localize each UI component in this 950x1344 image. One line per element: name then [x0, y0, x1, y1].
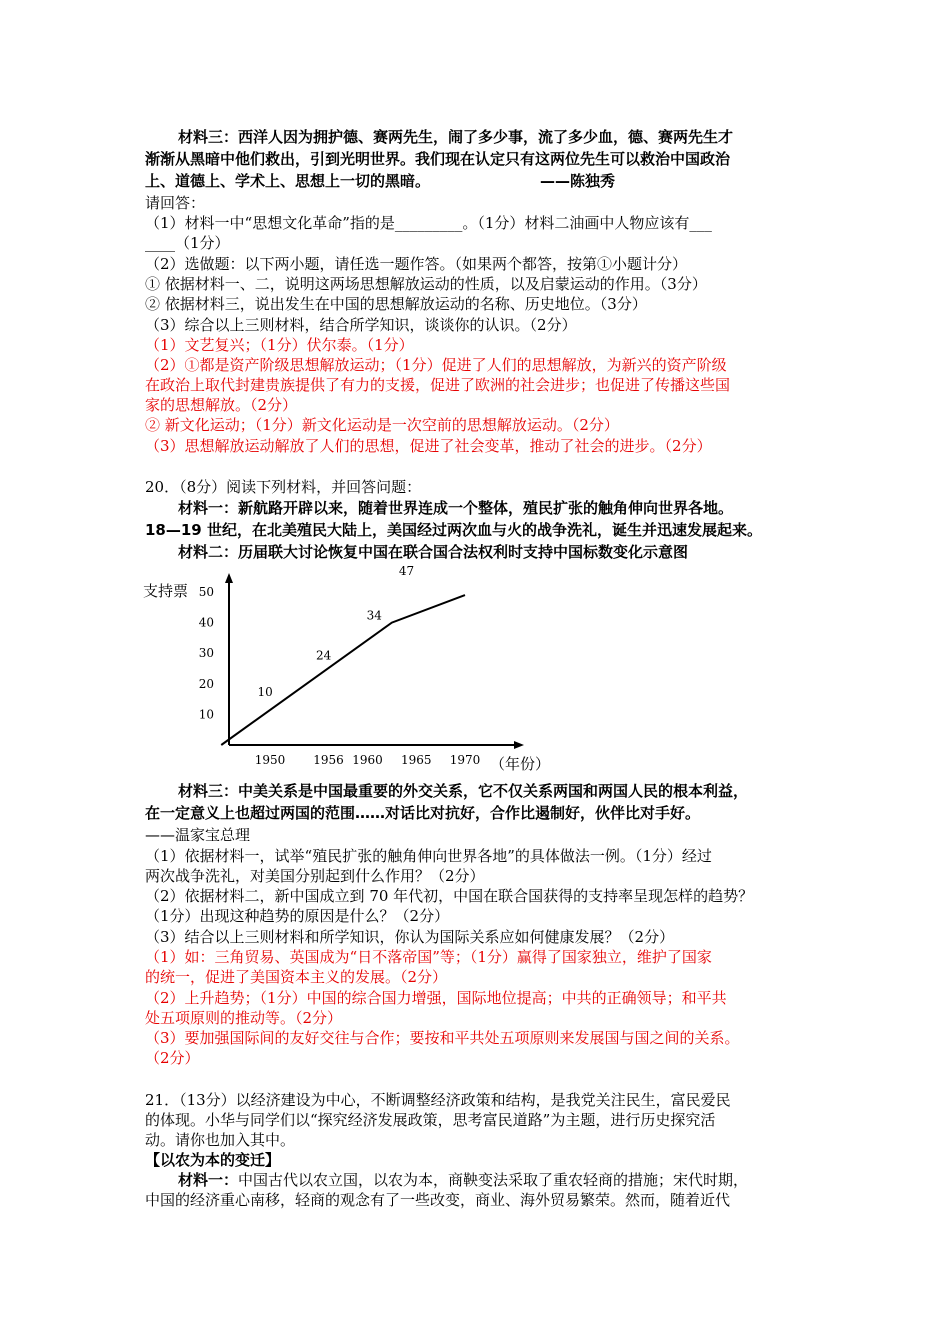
chart-y-axis-label: 支持票: [143, 582, 189, 600]
q20-q2-line2: （1分）出现这种趋势的原因是什么？（2分）: [145, 907, 450, 925]
q20-q2-line1: （2）依据材料二，新中国成立到 70 年代初，中国在联合国获得的支持率呈现怎样的趋势？: [145, 887, 754, 905]
chart-data-label: 47: [398, 565, 415, 579]
chart-y-tick-label: 30: [198, 646, 214, 661]
q19-q2-option2: ② 依据材料三，说出发生在中国的思想解放运动的名称、历史地位。（3分）: [145, 295, 647, 313]
chart-x-tick-label: 1970: [449, 753, 481, 767]
chart-data-label: 34: [366, 608, 382, 623]
q19-answer2-option2: ② 新文化运动；（1分）新文化运动是一次空前的思想解放运动。（2分）: [145, 416, 619, 434]
q20-material1-line1: 材料一：新航路开辟以来，随着世界连成一个整体，殖民扩张的触角伸向世界各地。: [178, 499, 734, 517]
q19-q2: （2）选做题：以下两小题，请任选一题作答。（如果两个都答，按第①小题计分）: [145, 255, 688, 273]
q20-q1-line2: 两次战争洗礼，对美国分别起到什么作用？（2分）: [145, 867, 485, 885]
q19-q3: （3）综合以上三则材料，结合所学知识，谈谈你的认识。（2分）: [145, 316, 577, 334]
q21-line2: 的体现。小华与同学们以“探究经济发展政策，思考富民道路”为主题，进行历史探究活: [145, 1111, 716, 1129]
q19-q1-line1: （1）材料一中“思想文化革命”指的是_________。（1分）材料二油画中人物应该有___: [145, 214, 712, 232]
q20-q1-line1: （1）依据材料一，试举“殖民扩张的触角伸向世界各地”的具体做法一例。（1分）经过: [145, 847, 712, 865]
q20-answer1-line1: （1）如：三角贸易、英国成为“日不落帝国”等；（1分）赢得了国家独立，维护了国家: [145, 948, 712, 966]
chart-x-axis-label: （年份）: [490, 755, 551, 773]
chart-x-axis-arrow: [514, 741, 524, 749]
q19-q1-line2: ____（1分）: [145, 234, 230, 252]
q21-line3: 动。请你也加入其中。: [145, 1131, 296, 1149]
q20-material1-line2: 18—19 世纪，在北美殖民大陆上，美国经过两次血与火的战争洗礼，诞生并迅速发展起来。: [145, 521, 762, 539]
q21-section-title: 【以农为本的变迁】: [145, 1151, 281, 1169]
q19-prompt: 请回答：: [145, 194, 206, 212]
chart-x-tick-label: 1960: [352, 753, 383, 767]
q21-line1: 21．（13分）以经济建设为中心，不断调整经济政策和结构，是我党关注民生，富民爱民: [145, 1091, 731, 1109]
chart-x-tick-label: 1956: [313, 753, 344, 767]
chart-series-line: [221, 595, 465, 745]
chart-y-tick-label: 40: [198, 615, 214, 630]
material-three-line3: 上、道德上、学术上、思想上一切的黑暗。: [145, 172, 431, 190]
chart-y-tick-label: 20: [198, 676, 214, 691]
chart-data-label: 10: [257, 685, 273, 700]
chart-y-tick-label: 10: [198, 707, 214, 722]
q19-answer3: （3）思想解放运动解放了人们的思想，促进了社会变革，推动了社会的进步。（2分）: [145, 437, 712, 455]
chart-x-tick-label: 1950: [254, 753, 286, 767]
q20-answer3-line2: （2分）: [145, 1049, 200, 1067]
chart-x-tick-label: 1965: [400, 753, 432, 767]
q19-answer2-line2: 在政治上取代封建贵族提供了有力的支援，促进了欧洲的社会进步；也促进了传播这些国: [145, 376, 731, 394]
q20-q3: （3）结合以上三则材料和所学知识，你认为国际关系应如何健康发展？（2分）: [145, 928, 675, 946]
q20-header: 20．（8分）阅读下列材料，并回答问题：: [145, 478, 422, 496]
material-three-line1: 材料三：西洋人因为拥护德、赛两先生，闹了多少事，流了多少血，德、赛两先生才: [178, 128, 734, 146]
q21-material1-line2: 中国的经济重心南移，轻商的观念有了一些改变，商业、海外贸易繁荣。然而，随着近代: [145, 1191, 731, 1209]
q20-material3-line2: 在一定意义上也超过两国的范围……对话比对抗好，合作比遏制好，伙伴比对手好。: [145, 804, 701, 822]
q21-material1-label: 材料一：: [178, 1171, 239, 1189]
material-three-line2: 渐渐从黑暗中他们救出，引到光明世界。我们现在认定只有这两位先生可以救治中国政治: [145, 150, 731, 168]
q20-answer3-line1: （3）要加强国际间的友好交往与合作；要按和平共处五项原则来发展国与国之间的关系。: [145, 1029, 740, 1047]
q20-material2-title: 材料二：历届联大讨论恢复中国在联合国合法权利时支持中国标数变化示意图: [178, 543, 689, 561]
q20-material3-author: ——温家宝总理: [145, 826, 251, 844]
chart-y-tick-label: 50: [198, 585, 214, 599]
q19-q2-option1: ① 依据材料一、二，说明这两场思想解放运动的性质，以及启蒙运动的作用。（3分）: [145, 275, 707, 293]
chart-y-axis-arrow: [225, 573, 233, 583]
q19-answer2-line3: 家的思想解放。（2分）: [145, 396, 298, 414]
support-votes-chart: [140, 565, 570, 780]
chart-data-label: 24: [315, 648, 332, 663]
q19-answer1: （1）文艺复兴；（1分）伏尔泰。（1分）: [145, 336, 414, 354]
material-three-author: ——陈独秀: [540, 172, 616, 190]
q21-material1-line1: [178, 1170, 748, 1190]
q21-material1-text: 中国古代以农立国，以农为本，商鞅变法采取了重农轻商的措施；宋代时期，: [238, 1171, 749, 1189]
q20-answer1-line2: 的统一，促进了美国资本主义的发展。（2分）: [145, 968, 448, 986]
q20-material3-line1: 材料三：中美关系是中国最重要的外交关系，它不仅关系两国和两国人民的根本利益，: [178, 782, 749, 800]
q20-answer2-line2: 处五项原则的推动等。（2分）: [145, 1009, 343, 1027]
q19-answer2-line1: （2）①都是资产阶级思想解放运动；（1分）促进了人们的思想解放，为新兴的资产阶级: [145, 356, 727, 374]
q20-answer2-line1: （2）上升趋势；（1分）中国的综合国力增强，国际地位提高；中共的正确领导；和平共: [145, 989, 727, 1007]
